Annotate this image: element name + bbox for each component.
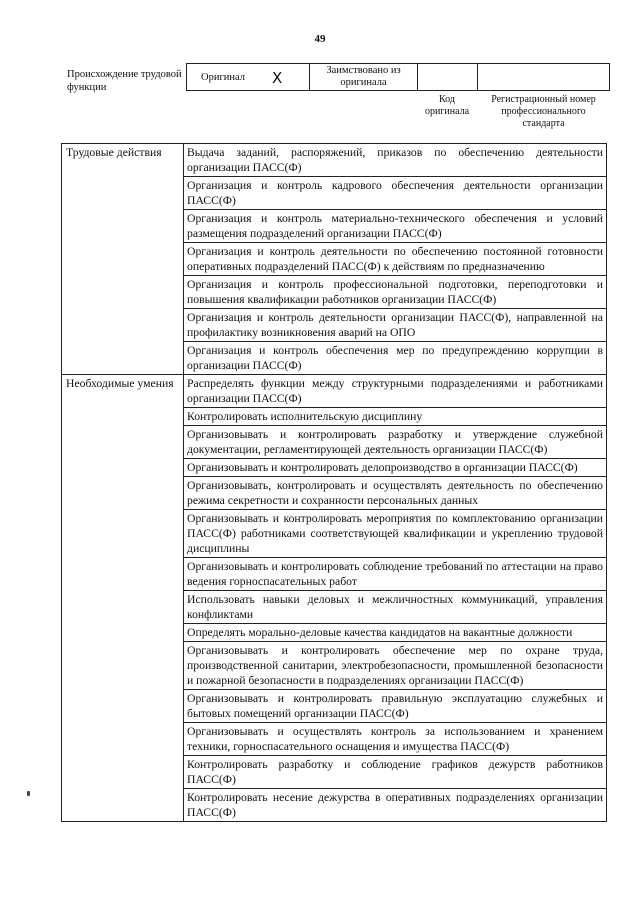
table-cell-item: Организация и контроль деятельности по обеспечению постоянной готовности оперативных подразделений ПАСС(Ф) к действиям по предназначению [184,243,607,276]
original-cell [187,64,310,91]
table-cell-item: Организовывать и контролировать обеспечение мер по охране труда, производственной санитарии, электробезопасности, промышленной безопасности и пожарной безопасности в подразделениях организации ПАСС(Ф) [184,642,607,690]
section-category: Трудовые действия [62,144,184,375]
table-cell-item: Организовывать и контролировать делопроизводство в организации ПАСС(Ф) [184,459,607,477]
table-cell-item: Организация и контроль деятельности организации ПАСС(Ф), направленной на профилактику возникновения аварий на ОПО [184,309,607,342]
page-number: 49 [314,33,326,45]
labor-function-body [62,144,607,822]
origin-label: Происхождение трудовой функции [67,69,182,93]
borrowed-label: Заимствовано из оригинала [310,64,418,91]
table-cell-item: Организация и контроль профессиональной подготовки, переподготовки и повышения квалификации работников организации ПАСС(Ф) [184,276,607,309]
table-cell-item: Распределять функции между структурными подразделениями и работниками организации ПАСС(Ф) [184,375,607,408]
section-category: Необходимые умения [62,375,184,822]
table-cell-item: Организовывать и контролировать мероприятия по комплектованию организации ПАСС(Ф) работниками соответствующей квалификации и укреплению трудовой дисциплины [184,510,607,558]
registration-number-cell [478,64,610,91]
original-mark: X [272,69,283,87]
table-row [62,144,607,177]
code-caption: Код оригинала [424,94,470,117]
table-cell-item: Контролировать несение дежурства в оперативных подразделениях организации ПАСС(Ф) [184,789,607,822]
margin-mark [27,791,30,796]
original-code-cell [418,64,478,91]
table-cell-item: Организовывать и контролировать разработку и утверждение служебной документации, регламентирующей деятельность организации ПАСС(Ф) [184,426,607,459]
original-label: Оригинал [201,72,245,83]
table-cell-item: Организовывать, контролировать и осуществлять деятельность по обеспечению режима секретности и сохранности персональных данных [184,477,607,510]
table-cell-item: Организация и контроль материально-технического обеспечения и условий размещения подразделений организации ПАСС(Ф) [184,210,607,243]
table-cell-item: Контролировать исполнительскую дисциплину [184,408,607,426]
registration-caption: Регистрационный номер профессионального стандарта [491,94,596,129]
table-cell-item: Организация и контроль кадрового обеспечения деятельности организации ПАСС(Ф) [184,177,607,210]
table-cell-item: Организовывать и осуществлять контроль за использованием и хранением техники, горноспасательного оснащения и имущества ПАСС(Ф) [184,723,607,756]
table-cell-item: Контролировать разработку и соблюдение графиков дежурств работников ПАСС(Ф) [184,756,607,789]
table-cell-item: Использовать навыки деловых и межличностных коммуникаций, управления конфликтами [184,591,607,624]
table-cell-item: Организовывать и контролировать правильную эксплуатацию служебных и бытовых помещений организации ПАСС(Ф) [184,690,607,723]
table-cell-item: Определять морально-деловые качества кандидатов на вакантные должности [184,624,607,642]
origin-table [186,63,610,91]
labor-function-table [61,143,607,822]
table-row [62,375,607,408]
table-cell-item: Организация и контроль обеспечения мер по предупреждению коррупции в организации ПАСС(Ф) [184,342,607,375]
table-cell-item: Организовывать и контролировать соблюдение требований по аттестации на право ведения горноспасательных работ [184,558,607,591]
table-cell-item: Выдача заданий, распоряжений, приказов по обеспечению деятельности организации ПАСС(Ф) [184,144,607,177]
